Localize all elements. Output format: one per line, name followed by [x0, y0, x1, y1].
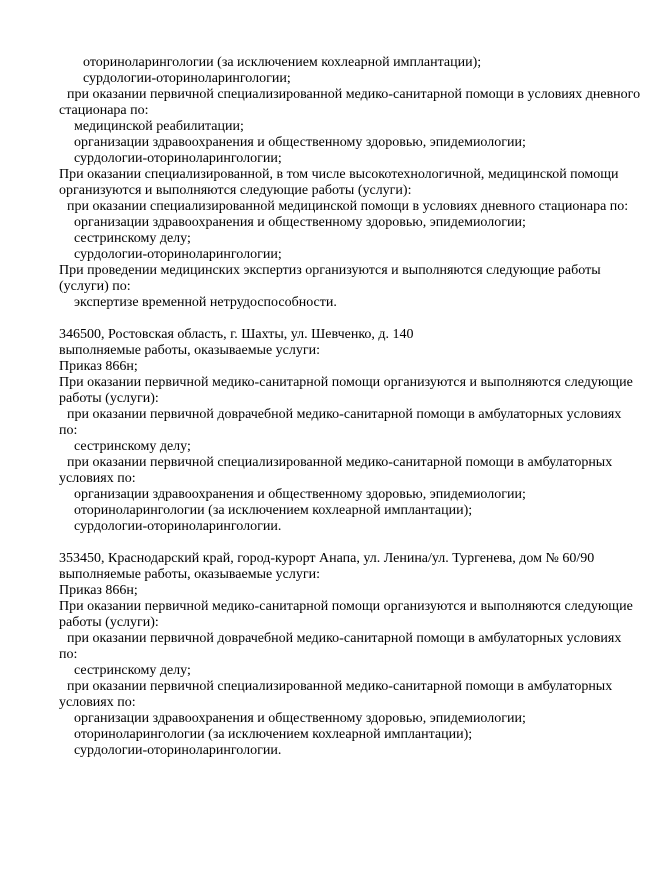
text-line: по: [59, 423, 78, 438]
text-line: выполняемые работы, оказываемые услуги: [59, 567, 321, 582]
text-line: экспертизе временной нетрудоспособности. [74, 295, 337, 310]
text-line: организации здравоохранения и общественному здоровью, эпидемиологии; [74, 487, 526, 502]
text-line: условиях по: [59, 471, 136, 486]
text-line: при оказании первичной доврачебной медико-санитарной помощи в амбулаторных условиях [67, 631, 622, 646]
text-line: организации здравоохранения и общественному здоровью, эпидемиологии; [74, 215, 526, 230]
text-line: сестринскому делу; [74, 231, 191, 246]
text-line: При оказании специализированной, в том числе высокотехнологичной, медицинской помощи [59, 167, 619, 182]
text-line: сурдологии-оториноларингологии; [74, 151, 282, 166]
text-line: при оказании первичной специализированной медико-санитарной помощи в амбулаторных [67, 455, 613, 470]
blank-line [59, 535, 637, 551]
text-line: (услуги) по: [59, 279, 131, 294]
text-line: при оказании первичной специализированной медико-санитарной помощи в амбулаторных [67, 679, 613, 694]
text-line: При оказании первичной медико-санитарной помощи организуются и выполняются следующие [59, 599, 633, 614]
text-line: сурдологии-оториноларингологии; [74, 247, 282, 262]
text-line: сурдологии-оториноларингологии; [83, 71, 291, 86]
text-line: при оказании первичной доврачебной медико-санитарной помощи в амбулаторных условиях [67, 407, 622, 422]
text-line: по: [59, 647, 78, 662]
text-line: 346500, Ростовская область, г. Шахты, ул. Шевченко, д. 140 [59, 327, 414, 342]
text-line: 353450, Краснодарский край, город-курорт Анапа, ул. Ленина/ул. Тургенева, дом № 60/90 [59, 551, 595, 566]
text-line: Приказ 866н; [59, 583, 138, 598]
text-line: выполняемые работы, оказываемые услуги: [59, 343, 321, 358]
text-line: Приказ 866н; [59, 359, 138, 374]
text-line: При проведении медицинских экспертиз организуются и выполняются следующие работы [59, 263, 601, 278]
text-line: сурдологии-оториноларингологии. [74, 743, 282, 758]
text-line: организации здравоохранения и общественному здоровью, эпидемиологии; [74, 711, 526, 726]
blank-line [59, 311, 637, 327]
text-line: условиях по: [59, 695, 136, 710]
document-text [59, 55, 641, 759]
text-line: оториноларингологии (за исключением кохлеарной имплантации); [74, 503, 473, 518]
text-line: сурдологии-оториноларингологии. [74, 519, 282, 534]
text-line: организации здравоохранения и общественному здоровью, эпидемиологии; [74, 135, 526, 150]
text-line: оториноларингологии (за исключением кохлеарной имплантации); [74, 727, 473, 742]
text-line: работы (услуги): [59, 615, 159, 630]
text-line: При оказании первичной медико-санитарной помощи организуются и выполняются следующие [59, 375, 633, 390]
text-line: сестринскому делу; [74, 663, 191, 678]
text-line: организуются и выполняются следующие работы (услуги): [59, 183, 412, 198]
text-line: работы (услуги): [59, 391, 159, 406]
text-line: сестринскому делу; [74, 439, 191, 454]
text-line: при оказании специализированной медицинской помощи в условиях дневного стационара по: [67, 199, 629, 214]
text-line: при оказании первичной специализированной медико-санитарной помощи в условиях дневного [67, 87, 641, 102]
text-line: оториноларингологии (за исключением кохлеарной имплантации); [83, 55, 482, 70]
text-line: стационара по: [59, 103, 149, 118]
text-line: медицинской реабилитации; [74, 119, 244, 134]
